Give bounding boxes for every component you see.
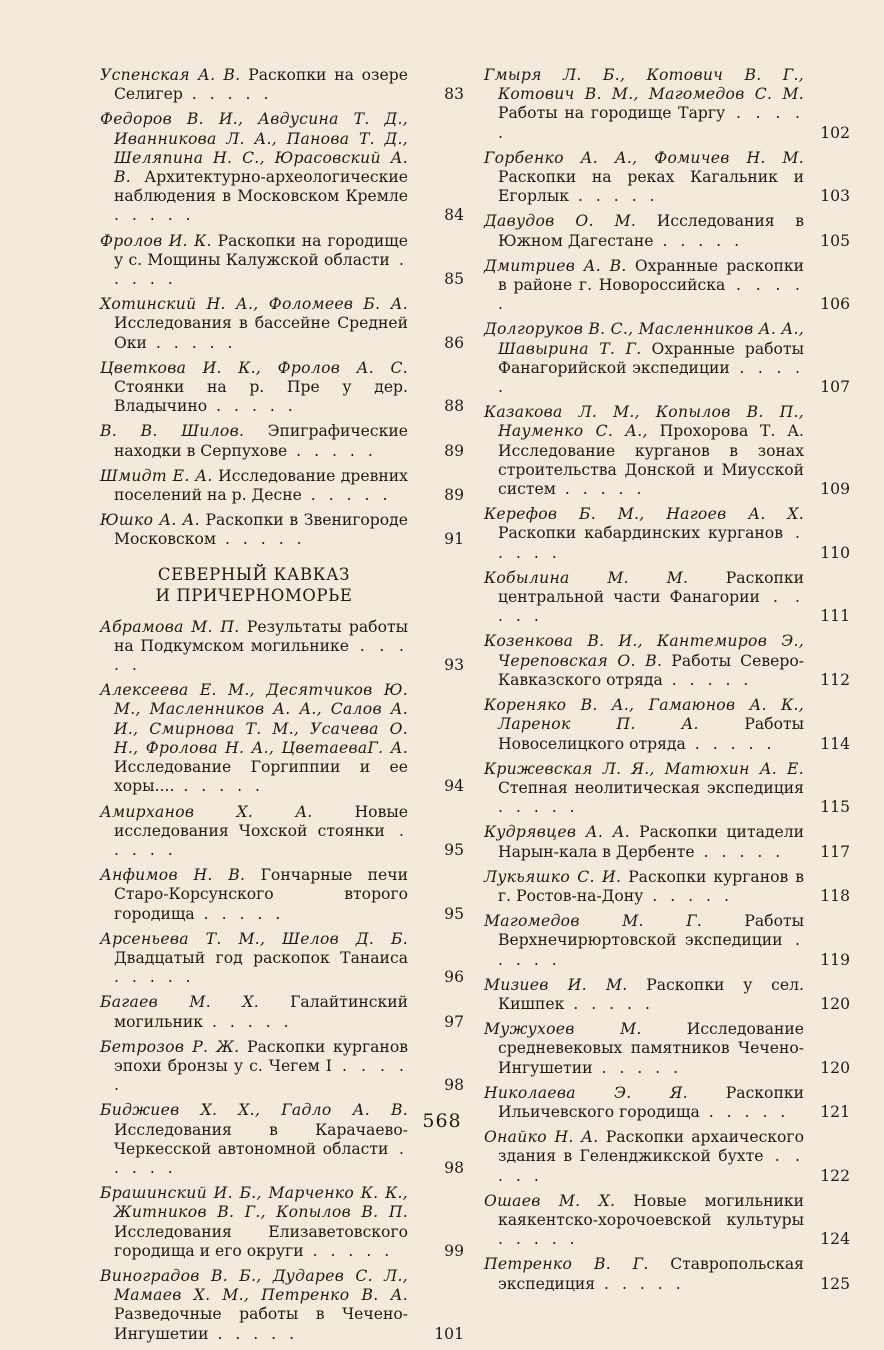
toc-entry-text <box>100 295 408 353</box>
toc-entry-text <box>100 618 408 676</box>
entry-authors: Амирханов Х. А. <box>100 802 313 821</box>
entry-page-number: 102 <box>820 123 850 142</box>
entry-authors: Багаев М. Х. <box>100 993 259 1012</box>
toc-entry <box>100 1267 470 1344</box>
page-number: 568 <box>422 1110 462 1132</box>
section-title-line2: И ПРИЧЕРНОМОРЬЕ <box>155 585 353 605</box>
dot-leader: . . . . . <box>498 104 805 142</box>
toc-entry-text <box>484 569 804 627</box>
entry-title: Новые исследования Чохской стоянки <box>114 802 408 840</box>
left-entries-after <box>100 618 470 1344</box>
toc-entry <box>100 993 470 1031</box>
toc-entry <box>484 976 850 1014</box>
entry-authors: Анфимов Н. В. <box>100 866 246 885</box>
toc-entry-text <box>100 232 408 290</box>
entry-page-number: 117 <box>820 842 850 861</box>
dot-leader: . . . . . <box>203 1012 293 1031</box>
dot-leader: . . . . . <box>207 397 297 416</box>
toc-entry <box>484 66 850 143</box>
entry-page-number: 95 <box>444 840 464 859</box>
toc-entry <box>100 1038 470 1096</box>
entry-authors: Магомедов М. Г. <box>484 912 703 931</box>
toc-entry-text <box>100 866 408 924</box>
entry-title: Раскопки на городище у с. Мощины Калужской области <box>114 231 408 269</box>
toc-entry <box>484 149 850 207</box>
toc-entry <box>100 295 470 353</box>
entry-page-number: 115 <box>820 798 850 817</box>
entry-title: Раскопки цитадели Нарын-кала в Дербенте <box>498 823 804 861</box>
toc-entry-text <box>484 1128 804 1186</box>
section-title-line1: СЕВЕРНЫЙ КАВКАЗ <box>157 564 351 584</box>
dot-leader: . . . . . <box>498 588 804 626</box>
toc-entry <box>484 760 850 818</box>
toc-entry-text <box>484 257 804 315</box>
dot-leader: . . . . . <box>114 636 408 675</box>
entry-title: Раскопки курганов эпохи бронзы у с. Чегем I <box>114 1037 408 1075</box>
toc-entry-text <box>100 467 408 505</box>
toc-entry-text <box>100 1038 408 1096</box>
entry-page-number: 84 <box>444 206 464 225</box>
entry-title: Раскопки на озере Селигер <box>114 66 408 104</box>
entry-page-number: 98 <box>444 1076 464 1095</box>
toc-entry <box>484 212 850 250</box>
entry-authors: Арсеньева Т. М., Шелов Д. Б. <box>100 929 408 948</box>
entry-title: Галайтинский могильник <box>114 993 408 1031</box>
dot-leader: . . . . . <box>555 480 646 499</box>
toc-entry-text <box>484 912 804 970</box>
toc-entry <box>484 1128 850 1186</box>
entry-authors: Лукьяшко С. И. <box>484 867 622 886</box>
entry-page-number: 97 <box>444 1012 464 1031</box>
dot-leader: . . . . . <box>114 821 408 859</box>
entry-page-number: 114 <box>820 734 850 753</box>
toc-entry <box>484 257 850 315</box>
entry-title: Эпиграфические находки в Серпухове <box>114 422 408 460</box>
toc-entry-text <box>100 110 408 225</box>
entry-authors: Федоров В. И., Авдусина Т. Д., Иванникова Л. А., Панова Т. Д., Шеляпина Н. С., Юрасовский А. В. <box>100 110 408 187</box>
entry-authors: Ошаев М. Х. <box>484 1191 616 1210</box>
entry-title: Раскопки курганов в г. Ростов-на-Дону <box>498 867 804 905</box>
dot-leader: . . . . . <box>182 85 273 104</box>
entry-page-number: 101 <box>434 1324 464 1343</box>
entry-authors: Кобылина М. М. <box>484 568 689 587</box>
toc-entry-text <box>484 1020 804 1078</box>
dot-leader: . . . . . <box>498 524 804 562</box>
entry-title: Разведочные работы в Чечено-Ингушетии <box>114 1305 408 1343</box>
dot-leader: . . . . . <box>216 530 306 549</box>
toc-entry-text <box>484 66 804 143</box>
entry-title: Исследование древних поселений на р. Десне <box>114 466 408 505</box>
entry-title: Исследования в бассейне Средней Оки <box>114 314 408 352</box>
toc-entry <box>484 696 850 754</box>
toc-entry-text <box>484 760 804 818</box>
toc-entry-text <box>100 681 408 796</box>
toc-entry-text <box>484 149 804 207</box>
toc-entry <box>100 467 470 505</box>
toc-entry <box>484 505 850 563</box>
entry-authors: Юшко А. А. <box>100 511 200 530</box>
toc-entry <box>100 866 470 924</box>
toc-entry <box>100 422 470 460</box>
entry-page-number: 94 <box>444 777 464 796</box>
entry-page-number: 121 <box>820 1102 850 1121</box>
entry-page-number: 96 <box>444 968 464 987</box>
entry-authors: Дмитриев А. В. <box>484 256 627 275</box>
entry-title: Раскопки кабардинских курганов <box>498 524 783 543</box>
dot-leader: . . . . . <box>498 276 804 314</box>
entry-authors: Мужухоев М. <box>484 1020 642 1039</box>
entry-title: Гончарные печи Старо-Корсунского второго городища <box>114 866 408 923</box>
dot-leader: . . . . . <box>114 1056 408 1095</box>
entry-title: Исследование средневековых памятников Чечено-Ингушетии <box>498 1020 804 1077</box>
entry-title: Исследования в Южном Дагестане <box>498 212 804 250</box>
entry-authors: Мизиев И. М. <box>484 975 628 994</box>
entry-page-number: 89 <box>444 441 464 460</box>
toc-entry <box>100 930 470 988</box>
dot-leader: . . . . . <box>643 886 733 905</box>
toc-entry-text <box>484 696 804 754</box>
toc-entry-text <box>484 1255 804 1293</box>
entry-authors: В. В. Шилов. <box>100 422 245 441</box>
toc-entry <box>100 359 470 417</box>
toc-entry <box>484 403 850 499</box>
entry-authors: Долгоруков В. С., Масленников А. А., Шавырина Т. Г. <box>484 320 804 358</box>
entry-page-number: 89 <box>444 486 464 505</box>
toc-entry <box>100 1184 470 1261</box>
toc-entry-text <box>100 511 408 549</box>
toc-entry-text <box>100 422 408 460</box>
toc-entry <box>100 681 470 796</box>
entry-authors: Шмидт Е. А. <box>100 466 213 485</box>
entry-title: Исследование Горгиппии и ее хоры.... <box>114 758 408 796</box>
toc-entry-text <box>484 868 804 906</box>
dot-leader: . . . . . <box>287 441 377 460</box>
toc-entry-text <box>100 66 408 104</box>
entry-title: Архитектурно-археологические наблюдения в Московском Кремле <box>114 168 408 206</box>
dot-leader: . . . . . <box>301 486 392 505</box>
entry-title: Исследования Елизаветовского городища и его округи <box>114 1222 408 1260</box>
entry-page-number: 95 <box>444 904 464 923</box>
entry-authors: Крижевская Л. Я., Матюхин А. Е. <box>484 759 804 778</box>
entry-title: Охранные работы Фанагорийской экспедиции <box>498 339 804 377</box>
entry-title: Работы Верхнечирюртовской экспедиции <box>498 912 804 950</box>
toc-entry-text <box>100 1267 408 1344</box>
entry-authors: Гмыря Л. Б., Котович В. Г., Котович В. М., Магомедов С. М. <box>484 66 804 104</box>
entry-title: Степная неолитическая экспедиция <box>498 778 804 797</box>
entry-authors: Казакова Л. М., Копылов В. П., Науменко С. А., <box>484 403 804 441</box>
dot-leader: . . . . . <box>498 1147 805 1185</box>
entry-page-number: 110 <box>820 543 850 562</box>
dot-leader: . . . . . <box>569 187 659 206</box>
dot-leader: . . . . . <box>498 1230 579 1249</box>
dot-leader: . . . . . <box>114 206 195 225</box>
entry-page-number: 83 <box>444 85 464 104</box>
entry-page-number: 107 <box>820 378 850 397</box>
dot-leader: . . . . . <box>685 734 776 753</box>
entry-authors: Биджиев Х. Х., Гадло А. В. <box>100 1101 408 1120</box>
entry-authors: Успенская А. В. <box>100 66 241 84</box>
toc-entry <box>484 320 850 397</box>
entry-title: Раскопки центральной части Фанагории <box>498 568 804 607</box>
entry-page-number: 118 <box>820 886 850 905</box>
toc-entry-text <box>100 1184 408 1261</box>
entry-title: Ставропольская экспедиция <box>498 1255 804 1293</box>
entry-authors: Давудов О. М. <box>484 212 637 231</box>
left-column <box>100 66 470 1350</box>
entry-title: Раскопки на реках Кагальник и Егорлык <box>498 168 804 206</box>
toc-entry-text <box>484 976 804 1014</box>
entry-authors: Виноградов В. Б., Дударев С. Л., Мамаев Х. М., Петренко В. А. <box>100 1266 408 1305</box>
entry-title: Раскопки архаического здания в Геленджикской бухте <box>498 1128 804 1166</box>
entry-page-number: 112 <box>820 670 850 689</box>
entry-page-number: 124 <box>820 1230 850 1249</box>
toc-entry-text <box>484 320 804 397</box>
toc-entry <box>484 632 850 690</box>
toc-entry <box>100 232 470 290</box>
entry-page-number: 91 <box>444 530 464 549</box>
toc-entry <box>484 569 850 627</box>
entry-title: Раскопки Ильичевского городища <box>498 1083 804 1121</box>
entry-authors: Петренко В. Г. <box>484 1255 649 1274</box>
toc-entry <box>484 868 850 906</box>
entry-page-number: 86 <box>444 333 464 352</box>
toc-entry <box>100 511 470 549</box>
dot-leader: . . . . . <box>208 1324 299 1343</box>
toc-entry-text <box>484 505 804 563</box>
entry-title: Раскопки в Звенигороде Московском <box>114 511 409 549</box>
entry-title: Работы Северо-Кавказского отряда <box>498 651 804 689</box>
entry-authors: Хотинский Н. А., Фоломеев Б. А. <box>100 295 408 314</box>
entry-authors: Абрамова М. П. <box>100 617 240 636</box>
toc-entry <box>484 1255 850 1293</box>
entry-authors: Бетрозов Р. Ж. <box>100 1037 240 1056</box>
dot-leader: . . . . . <box>694 842 785 861</box>
dot-leader: . . . . . <box>564 994 654 1013</box>
toc-entry <box>100 618 470 676</box>
dot-leader: . . . . . <box>146 333 237 352</box>
dot-leader: . . . . . <box>114 250 408 289</box>
entry-page-number: 99 <box>444 1241 464 1260</box>
entry-authors: Брашинский И. Б., Марченко К. К., Житников В. Г., Копылов В. П. <box>100 1184 408 1222</box>
dot-leader: . . . . . <box>498 931 804 969</box>
entry-title: Работы Новоселицкого отряда <box>498 715 804 753</box>
entry-page-number: 85 <box>444 270 464 289</box>
dot-leader: . . . . . <box>114 968 195 987</box>
toc-entry-text <box>100 359 408 417</box>
entry-page-number: 122 <box>820 1166 850 1185</box>
entry-page-number: 120 <box>820 1058 850 1077</box>
entry-page-number: 120 <box>820 994 850 1013</box>
toc-entry-text <box>484 1192 804 1250</box>
entry-page-number: 106 <box>820 295 850 314</box>
entry-page-number: 105 <box>820 231 850 250</box>
dot-leader: . . . . . <box>114 1139 408 1177</box>
toc-entry <box>484 1020 850 1078</box>
dot-leader: . . . . . <box>662 670 753 689</box>
left-entries-before <box>100 66 470 550</box>
entry-title: Прохорова Т. А. Исследование курганов в зонах строительства Донской и Миусской систем <box>498 422 804 499</box>
toc-entry <box>484 823 850 861</box>
entry-title: Охранные раскопки в районе г. Новороссийска <box>498 256 804 295</box>
entry-authors: Горбенко А. А., Фомичев Н. М. <box>484 148 804 167</box>
toc-entry-text <box>100 803 408 861</box>
entry-page-number: 125 <box>820 1274 850 1293</box>
entry-authors: Алексеева Е. М., Десятчиков Ю. М., Масленников А. А., Салов А. И., Смирнова Т. М., Усачева О. Н., Фролова Н. А., ЦветаеваГ. А. <box>100 681 408 757</box>
section-heading <box>100 564 408 606</box>
dot-leader: . . . . . <box>592 1058 683 1077</box>
toc-entry <box>484 912 850 970</box>
entry-title: Новые могильники каякентско-хорочоевской культуры <box>498 1191 804 1229</box>
toc-entry-text <box>100 993 408 1031</box>
toc-entry <box>100 803 470 861</box>
toc-entry <box>100 66 470 104</box>
entry-page-number: 119 <box>820 950 850 969</box>
toc-entry-text <box>484 212 804 250</box>
toc-entry <box>100 110 470 225</box>
entry-authors: Кореняко В. А., Гамаюнов А. К., Ларенок П. А. <box>484 696 804 734</box>
entry-page-number: 109 <box>820 480 850 499</box>
entry-title: Работы на городище Таргу <box>498 104 726 123</box>
entry-title: Исследования в Карачаево-Черкесской автономной области <box>114 1120 408 1158</box>
entry-title: Результаты работы на Подкумском могильнике <box>114 617 408 655</box>
entry-page-number: 103 <box>820 187 850 206</box>
entry-authors: Онайко Н. А. <box>484 1128 599 1147</box>
entry-title: Стоянки на р. Пре у дер. Владычино <box>114 378 408 416</box>
entry-authors: Керефов Б. М., Нагоев А. Х. <box>484 505 804 524</box>
entry-page-number: 98 <box>444 1158 464 1177</box>
entry-page-number: 93 <box>444 656 464 675</box>
entry-title: Двадцатый год раскопок Танаиса <box>114 948 408 967</box>
dot-leader: . . . . . <box>174 777 264 796</box>
toc-entry-text <box>484 403 804 499</box>
dot-leader: . . . . . <box>595 1274 685 1293</box>
entry-authors: Кудрявцев А. А. <box>484 823 630 842</box>
dot-leader: . . . . . <box>498 358 804 397</box>
entry-authors: Фролов И. К. <box>100 231 212 250</box>
dot-leader: . . . . . <box>303 1241 394 1260</box>
toc-entry <box>484 1192 850 1250</box>
entry-page-number: 111 <box>820 607 850 626</box>
entry-title: Раскопки у сел. Кишпек <box>498 975 804 1013</box>
entry-page-number: 88 <box>444 397 464 416</box>
toc-entry-text <box>484 632 804 690</box>
dot-leader: . . . . . <box>699 1102 790 1121</box>
entry-authors: Николаева Э. Я. <box>484 1083 688 1102</box>
entry-authors: Козенкова В. И., Кантемиров Э., Череповская О. В. <box>484 632 804 670</box>
toc-entry-text <box>484 823 804 861</box>
toc-entry-text <box>100 930 408 988</box>
dot-leader: . . . . . <box>194 904 285 923</box>
dot-leader: . . . . . <box>653 231 744 250</box>
dot-leader: . . . . . <box>498 798 579 817</box>
entry-authors: Цветкова И. К., Фролов А. С. <box>100 358 408 377</box>
